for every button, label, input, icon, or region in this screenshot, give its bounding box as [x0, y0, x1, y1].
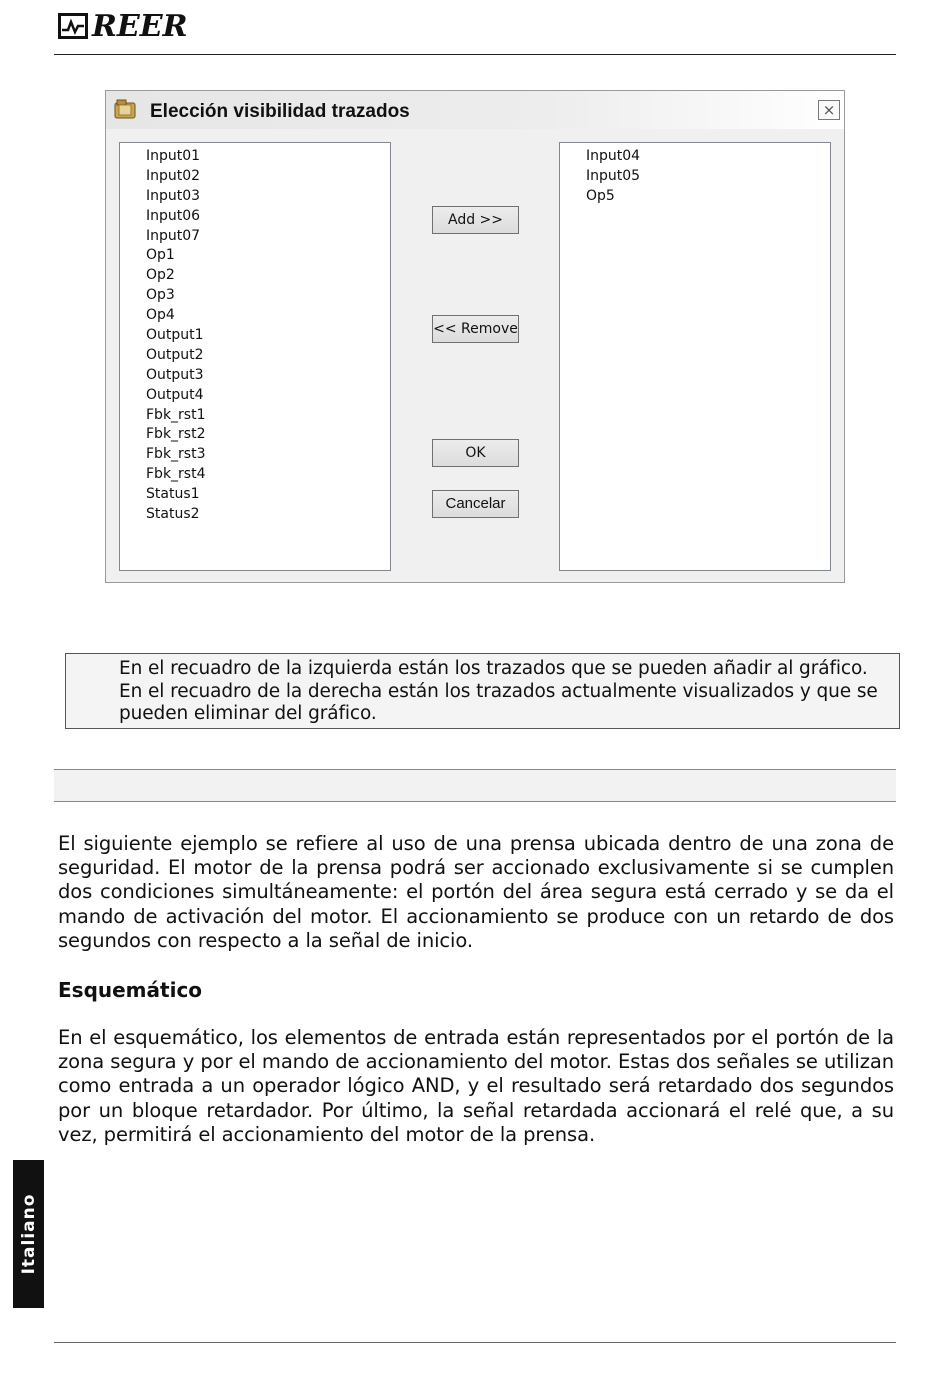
list-item[interactable]: Status2 — [146, 506, 200, 523]
note-box — [65, 653, 900, 729]
list-item[interactable]: Input01 — [146, 148, 201, 164]
footer-divider — [54, 1342, 896, 1343]
list-item[interactable]: Status1 — [146, 486, 200, 503]
section-band — [54, 769, 896, 802]
list-item[interactable]: Fbk_rst1 — [146, 406, 206, 423]
language-tab — [13, 1160, 44, 1308]
intro-paragraph: El siguiente ejemplo se refiere al uso de una prensa ubicada dentro de una zona de seguridad. El motor de la prensa podrá ser accionado exclusivamente si se cumplen dos condiciones simultáneamente: el portón del área segura está cerrado y se da el mando de activación del motor. El accionamiento se produce con un retardo de dos segundos con respecto a la señal de inicio. — [58, 832, 894, 952]
list-item[interactable]: Input05 — [586, 167, 641, 184]
reer-logo-icon — [58, 13, 88, 39]
list-item[interactable]: Input02 — [146, 167, 201, 184]
visible-traces-list[interactable] — [559, 142, 831, 571]
remove-button[interactable]: << Remove — [432, 315, 519, 343]
dialog-title: Elección visibilidad trazados — [150, 101, 410, 122]
schematic-paragraph: En el esquemático, los elementos de entrada están representados por el portón de la zona segura y por el mando de accionamiento del motor. Estas dos señales se utilizan como entrada a un operador lógico AND, y el resultado será retardado dos segundos por un bloque retardador. Por último, la señal retardada accionará el relé que, a su vez, permitirá el accionamiento del motor de la prensa. — [58, 1026, 894, 1146]
section-heading: Esquemático — [58, 978, 203, 1002]
folder-icon — [114, 99, 136, 119]
available-traces-list[interactable] — [119, 142, 391, 571]
list-item[interactable]: Output2 — [146, 346, 204, 363]
close-icon[interactable]: × — [818, 100, 840, 120]
brand-name: REER — [92, 8, 188, 44]
list-item[interactable]: Op4 — [146, 307, 175, 324]
list-item[interactable]: Input06 — [146, 207, 201, 224]
note-text: En el recuadro de la izquierda están los trazados que se pueden añadir al gráfico. En el recuadro de la derecha están los trazados actualmente visualizados y que se pueden eliminar del gráfico. — [119, 658, 878, 724]
list-item[interactable]: Fbk_rst4 — [146, 466, 206, 483]
list-item[interactable]: Op3 — [146, 287, 175, 304]
list-item[interactable]: Output4 — [146, 386, 204, 403]
brand-logo — [58, 8, 188, 44]
trace-visibility-dialog — [105, 90, 845, 583]
cancel-button[interactable]: Cancelar — [432, 490, 519, 518]
add-button[interactable]: Add >> — [432, 206, 519, 234]
list-item[interactable]: Op2 — [146, 267, 175, 284]
ok-button[interactable]: OK — [432, 439, 519, 467]
dialog-titlebar[interactable] — [106, 91, 844, 129]
list-item[interactable]: Output3 — [146, 366, 204, 383]
list-item[interactable]: Input03 — [146, 187, 201, 204]
list-item[interactable]: Input07 — [146, 227, 201, 244]
list-item[interactable]: Input04 — [586, 148, 641, 164]
list-item[interactable]: Op1 — [146, 247, 175, 264]
header-divider — [54, 54, 896, 55]
list-item[interactable]: Op5 — [586, 187, 615, 204]
list-item[interactable]: Fbk_rst3 — [146, 446, 206, 463]
list-item[interactable]: Output1 — [146, 327, 204, 344]
language-tab-label: Italiano — [18, 1193, 39, 1275]
list-item[interactable]: Fbk_rst2 — [146, 426, 206, 443]
